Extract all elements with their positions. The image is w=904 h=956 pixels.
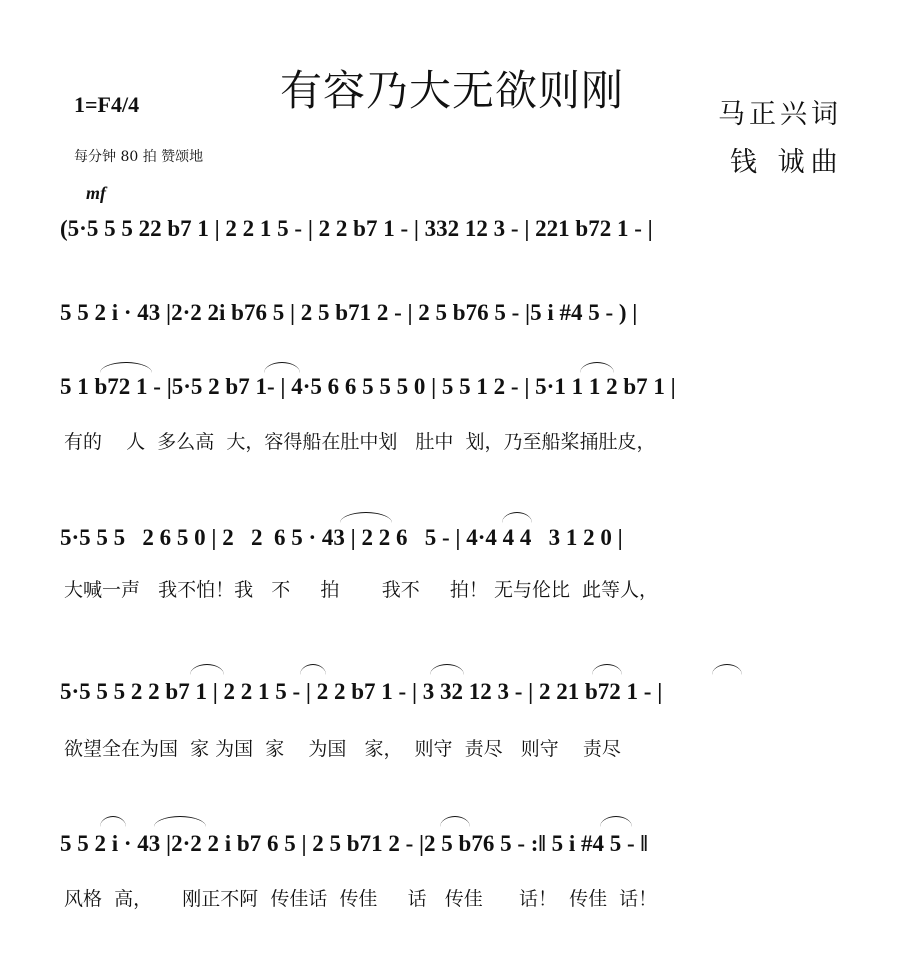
- notation-line-2: 5 5 2 i · 43 |2·2 2i b76 5 | 2 5 b71 2 - | 2 5 b76 5 - |5 i #4 5 - ) |: [60, 300, 638, 325]
- slur-arc: [430, 664, 464, 675]
- lyricist-credit: 马正兴词: [718, 99, 842, 130]
- slur-arc: [300, 664, 326, 675]
- notation-line-1: (5·5 5 5 22 b7 1 | 2 2 1 5 - | 2 2 b7 1 - | 332 12 3 - | 221 b72 1 - |: [60, 216, 653, 241]
- slur-arc: [100, 362, 152, 373]
- slur-arc: [600, 816, 632, 827]
- slur-arc: [580, 362, 614, 373]
- dynamic-marking: mf: [86, 183, 106, 203]
- slur-arc: [154, 816, 206, 827]
- notation-line-4: 5·5 5 5 2 6 5 0 | 2 2 6 5 · 43 | 2 2 6 5 - | 4·4 4 4 3 1 2 0 |: [60, 525, 623, 550]
- lyrics-line-3: 有的 人 多么高 大，容得船在肚中划 肚中 划，乃至船桨捅肚皮，: [64, 431, 656, 453]
- notation-line-5: 5·5 5 5 2 2 b7 1 | 2 2 1 5 - | 2 2 b7 1 - | 3 32 12 3 - | 2 21 b72 1 - |: [60, 679, 663, 704]
- notation-line-6: 5 5 2 i · 43 |2·2 2 i b7 6 5 | 2 5 b71 2 - |2 5 b76 5 - :‖ 5 i #4 5 - ‖: [60, 831, 648, 856]
- lyrics-line-5: 欲望全在为国 家 为国 家 为国 家， 则守 责尽 则守 责尽: [64, 738, 621, 760]
- composer-credit: 钱 诚曲: [730, 147, 844, 178]
- lyrics-line-6: 风格 高， 刚正不阿 传佳话 传佳 话 传佳 话！ 传佳 话！: [64, 888, 658, 910]
- song-title: 有容乃大无欲则刚: [280, 66, 625, 115]
- notation-line-3: 5 1 b72 1 - |5·5 2 b7 1- | 4·5 6 6 5 5 5 0 | 5 5 1 2 - | 5·1 1 1 2 b7 1 |: [60, 374, 676, 399]
- slur-arc: [440, 816, 470, 827]
- key-signature: 1=F4/4: [74, 92, 140, 117]
- lyrics-line-4: 大喊一声 我不怕！我 不 拍 我不 拍！ 无与伦比 此等人，: [64, 579, 659, 601]
- slur-arc: [712, 664, 742, 675]
- slur-arc: [340, 512, 392, 523]
- slur-arc: [592, 664, 622, 675]
- slur-arc: [502, 512, 532, 523]
- slur-arc: [190, 664, 224, 675]
- slur-arc: [100, 816, 126, 827]
- slur-arc: [264, 362, 300, 373]
- tempo-marking: 每分钟 80 拍 赞颂地: [74, 149, 204, 165]
